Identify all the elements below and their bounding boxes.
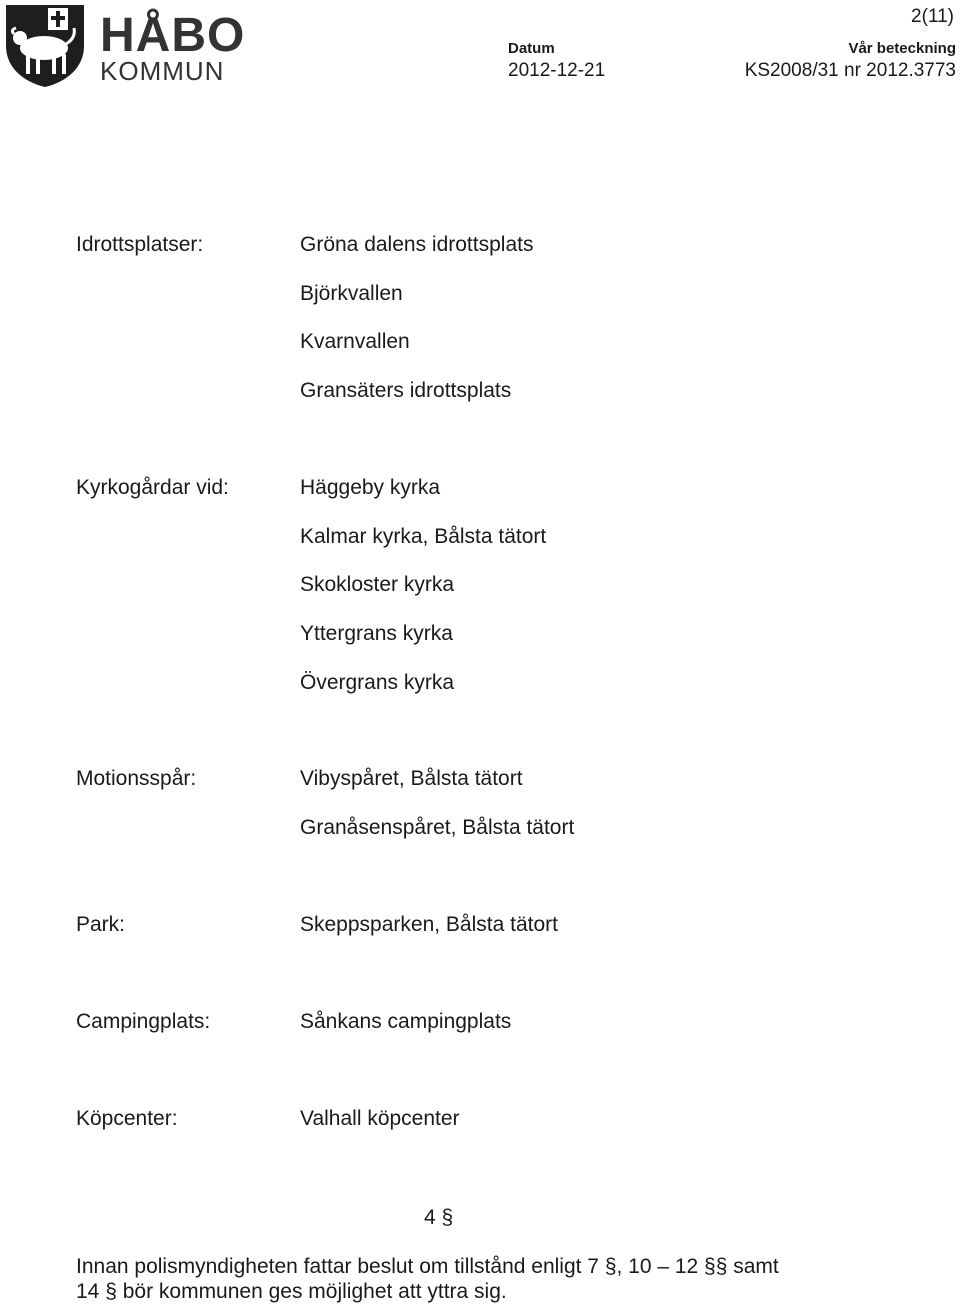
- list-item: Yttergrans kyrka: [300, 622, 453, 646]
- section-label: Park:: [76, 913, 126, 936]
- date-value: 2012-12-21: [508, 60, 606, 81]
- section-label: Campingplats:: [76, 1010, 211, 1033]
- habo-kommun-logo: [4, 2, 246, 88]
- reference-label: Vår beteckning: [848, 40, 956, 57]
- section-label: Köpcenter:: [76, 1107, 178, 1130]
- section-items: [300, 913, 558, 962]
- list-item: Björkvallen: [300, 281, 403, 305]
- section-items: [300, 476, 546, 719]
- reference-value: KS2008/31 nr 2012.3773: [744, 60, 956, 81]
- logo-wordmark-line2: KOMMUN: [100, 56, 225, 86]
- section-items: [300, 1010, 511, 1059]
- list-item: Kalmar kyrka, Bålsta tätort: [300, 524, 547, 548]
- list-item: Skeppsparken, Bålsta tätort: [300, 913, 558, 936]
- list-item: Gransäters idrottsplats: [300, 379, 512, 403]
- section-items: [300, 1107, 460, 1156]
- paragraph-heading: 4 §: [424, 1206, 454, 1229]
- section-label: Motionsspår:: [76, 767, 197, 790]
- list-item: Övergrans kyrka: [300, 670, 455, 694]
- list-item: Sånkans campingplats: [300, 1010, 512, 1033]
- section-items: [300, 233, 533, 428]
- body-paragraph: [76, 1254, 836, 1304]
- list-item: Kvarnvallen: [300, 330, 410, 354]
- list-item: Häggeby kyrka: [300, 476, 441, 499]
- list-item: Gröna dalens idrottsplats: [300, 233, 534, 256]
- list-item: Vibyspåret, Bålsta tätort: [300, 767, 523, 790]
- list-item: Valhall köpcenter: [300, 1107, 460, 1130]
- page-number: 2(11): [911, 6, 954, 27]
- body-line: Innan polismyndigheten fattar beslut om tillstånd enligt 7 §, 10 – 12 §§ samt: [76, 1255, 779, 1278]
- body-line: 14 § bör kommunen ges möjlighet att yttra sig.: [76, 1280, 507, 1303]
- logo-wordmark-line1: HÅBO: [100, 9, 246, 62]
- list-item: Granåsenspåret, Bålsta tätort: [300, 815, 575, 839]
- section-label: Kyrkogårdar vid:: [76, 476, 229, 499]
- section-items: [300, 767, 574, 864]
- list-item: Skokloster kyrka: [300, 573, 455, 597]
- section-label: Idrottsplatser:: [76, 233, 204, 256]
- coat-of-arms-icon: [4, 2, 86, 88]
- date-label: Datum: [508, 40, 555, 57]
